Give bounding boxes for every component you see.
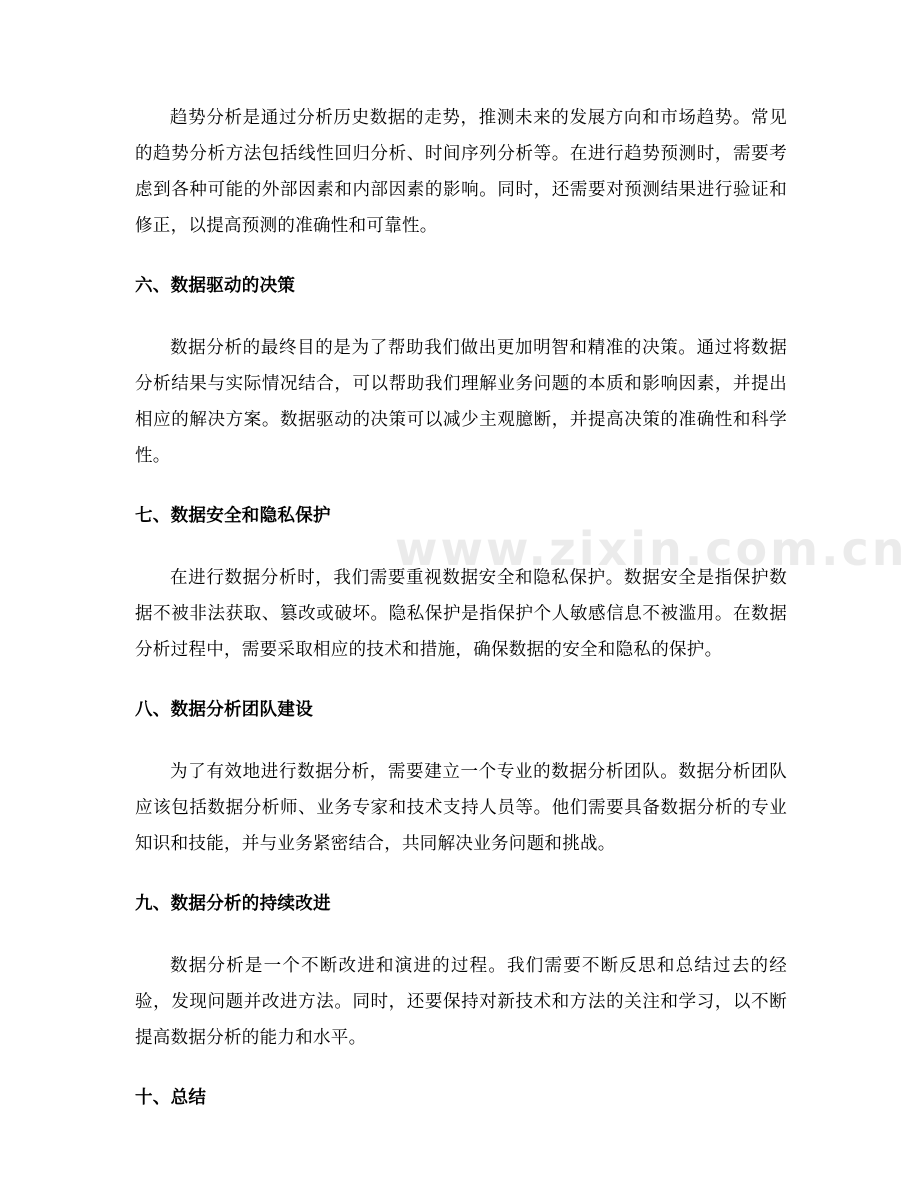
document-body (135, 100, 787, 1116)
section-paragraph-7: 在进行数据分析时，我们需要重视数据安全和隐私保护。数据安全是指保护数据不被非法获取、篡改或破坏。隐私保护是指保护个人敏感信息不被滥用。在数据分析过程中，需要采取相应的技术和措施，确保数据的安全和隐私的保护。 (135, 568, 787, 660)
section-heading-7: 七、数据安全和隐私保护 (135, 506, 331, 526)
section-heading-9: 九、数据分析的持续改进 (135, 894, 331, 914)
section-paragraph-8: 为了有效地进行数据分析，需要建立一个专业的数据分析团队。数据分析团队应该包括数据分析师、业务专家和技术支持人员等。他们需要具备数据分析的专业知识和技能，并与业务紧密结合，共同解决业务问题和挑战。 (135, 762, 787, 854)
section-heading-6: 六、数据驱动的决策 (135, 276, 296, 296)
section-paragraph-9: 数据分析是一个不断改进和演进的过程。我们需要不断反思和总结过去的经验，发现问题并改进方法。同时，还要保持对新技术和方法的关注和学习，以不断提高数据分析的能力和水平。 (135, 956, 787, 1048)
intro-paragraph: 趋势分析是通过分析历史数据的走势，推测未来的发展方向和市场趋势。常见的趋势分析方法包括线性回归分析、时间序列分析等。在进行趋势预测时，需要考虑到各种可能的外部因素和内部因素的影响。同时，还需要对预测结果进行验证和修正，以提高预测的准确性和可靠性。 (135, 108, 787, 236)
section-heading-10: 十、总结 (135, 1088, 207, 1108)
section-heading-8: 八、数据分析团队建设 (135, 700, 313, 720)
watermark: www.zixin.com.cn (395, 522, 908, 576)
section-paragraph-6: 数据分析的最终目的是为了帮助我们做出更加明智和精准的决策。通过将数据分析结果与实际情况结合，可以帮助我们理解业务问题的本质和影响因素，并提出相应的解决方案。数据驱动的决策可以减少主观臆断，并提高决策的准确性和科学性。 (135, 338, 787, 466)
